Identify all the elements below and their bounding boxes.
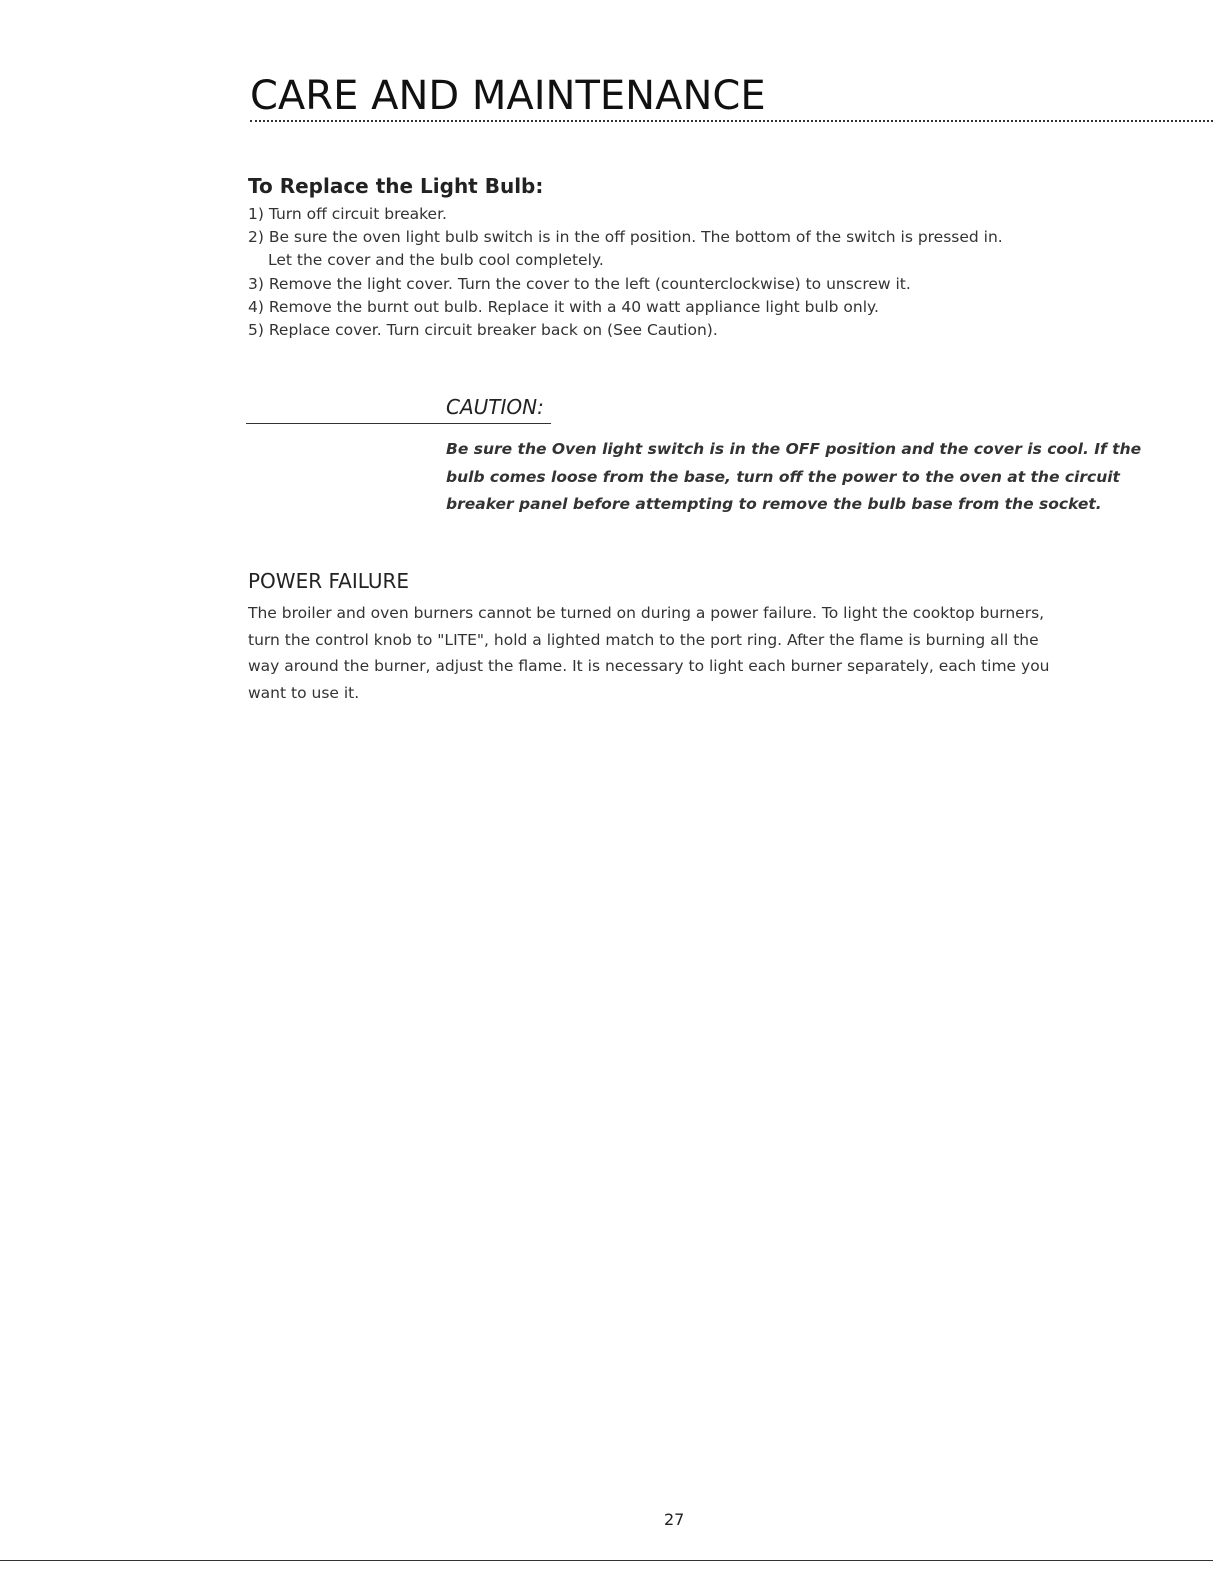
power-failure-text xyxy=(248,600,1148,706)
power-failure-line: turn the control knob to "LITE", hold a lighted match to the port ring. After the flame is burning all the xyxy=(248,630,1039,649)
step-4: 4) Remove the burnt out bulb. Replace it with a 40 watt appliance light bulb only. xyxy=(248,297,879,316)
power-failure-heading: POWER FAILURE xyxy=(248,569,410,593)
step-2-continued: Let the cover and the bulb cool completely. xyxy=(268,251,604,270)
caution-line: bulb comes loose from the base, turn off the power to the oven at the circuit xyxy=(446,467,1120,486)
caution-heading: CAUTION: xyxy=(446,395,544,419)
power-failure-line: The broiler and oven burners cannot be turned on during a power failure. To light the cooktop burners, xyxy=(248,604,1045,622)
step-1: 1) Turn off circuit breaker. xyxy=(248,205,447,223)
bulb-steps-list xyxy=(248,203,1148,342)
power-failure-line: way around the burner, adjust the flame. It is necessary to light each burner separately, each time you xyxy=(248,657,1050,675)
step-5: 5) Replace cover. Turn circuit breaker back on (See Caution). xyxy=(248,321,718,340)
step-2: 2) Be sure the oven light bulb switch is in the off position. The bottom of the switch is pressed in. xyxy=(248,228,1003,247)
title-rule xyxy=(250,120,1213,122)
caution-text xyxy=(446,436,1142,519)
step-3: 3) Remove the light cover. Turn the cover to the left (counterclockwise) to unscrew it. xyxy=(248,274,911,293)
caution-rule xyxy=(246,423,551,424)
caution-line: Be sure the Oven light switch is in the OFF position and the cover is cool. If the xyxy=(446,440,1142,458)
power-failure-line: want to use it. xyxy=(248,683,360,702)
page-number: 27 xyxy=(664,1510,685,1529)
caution-line: breaker panel before attempting to remove the bulb base from the socket. xyxy=(446,495,1102,513)
page-title: CARE AND MAINTENANCE xyxy=(250,73,766,119)
footer-rule xyxy=(0,1560,1213,1561)
bulb-section-heading: To Replace the Light Bulb: xyxy=(248,174,544,198)
